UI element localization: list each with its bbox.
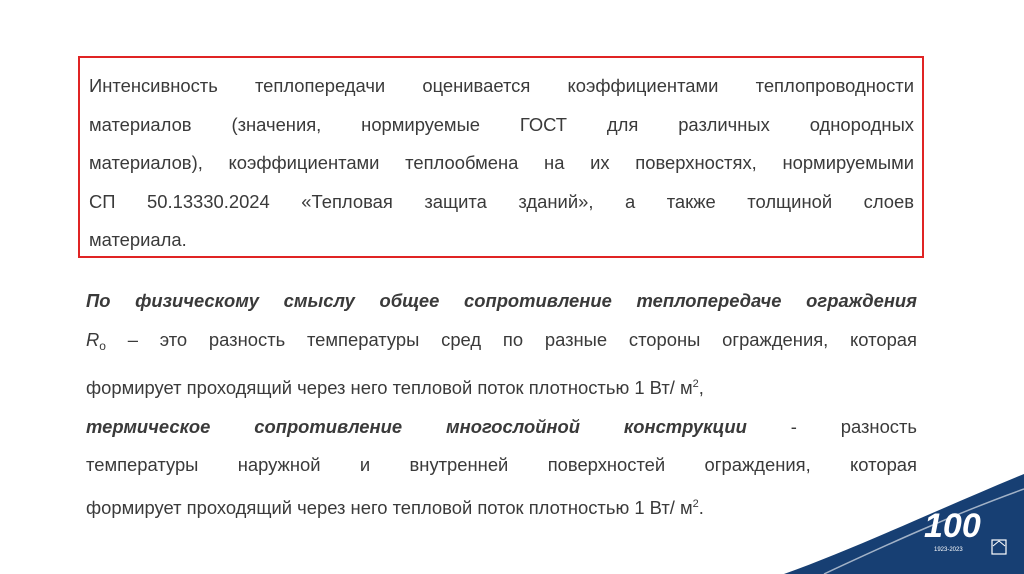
definition-2-superscript: 2	[692, 497, 699, 510]
definition-1-line-3	[86, 365, 917, 408]
box-line-5: материала.	[89, 229, 187, 250]
anniversary-number: 100	[924, 507, 981, 545]
definition-1-text: – это разность температуры сред по разные стороны ограждения, которая	[105, 328, 917, 350]
definition-1-heading: По физическому смыслу общее сопротивление теплопередаче ограждения	[86, 290, 917, 311]
box-line-3: материалов), коэффициентами теплообмена на их поверхностях, нормируемыми	[89, 152, 914, 173]
definition-2-text: - разность	[746, 415, 918, 437]
highlight-box	[78, 56, 924, 258]
definition-1-line-1	[86, 282, 917, 321]
definition-2-end: .	[698, 496, 704, 518]
definition-2-term: термическое сопротивление многослойной конструкции	[86, 415, 747, 437]
corner-decoration	[764, 434, 1024, 574]
definition-2-unit-text: формирует проходящий через него тепловой поток плотностью 1 Вт/ м	[86, 496, 693, 518]
box-paragraph	[89, 67, 914, 260]
definition-1	[86, 282, 917, 408]
box-line-1: Интенсивность теплопередачи оценивается коэффициентами теплопроводности	[89, 75, 914, 96]
definition-1-unit-text: формирует проходящий через него тепловой поток плотностью 1 Вт/ м	[86, 377, 693, 398]
resistance-symbol-subscript: о	[99, 338, 106, 353]
definition-1-superscript: 2	[692, 378, 699, 390]
box-line-4: СП 50.13330.2024 «Тепловая защита зданий», а также толщиной слоев	[89, 190, 914, 212]
definition-1-end: ,	[698, 377, 704, 398]
definition-1-line-2	[86, 321, 917, 366]
resistance-symbol: R	[86, 328, 100, 350]
anniversary-years: 1923-2023	[934, 547, 963, 553]
definition-2-line-2: температуры наружной и внутренней поверхностей ограждения, которая	[86, 454, 917, 475]
box-line-2: материалов (значения, нормируемые ГОСТ для различных однородных	[89, 113, 914, 135]
corner-swoosh	[784, 474, 1024, 574]
